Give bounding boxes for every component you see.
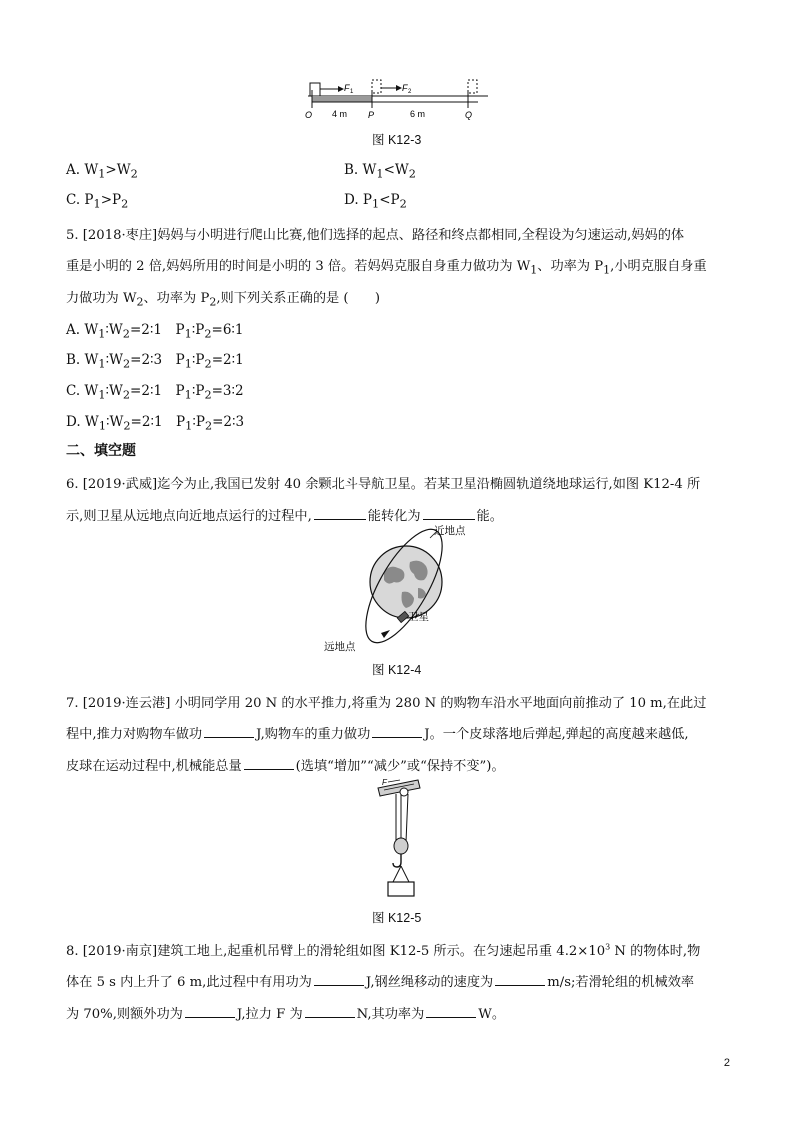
figure-k12-5-caption: 图 K12-5	[372, 911, 422, 925]
q5-stem-line3: 力做功为 $W_2$、功率为 $P_2$,则下列关系正确的是 ( )	[66, 291, 381, 309]
q6-stem-line2: 示,则卫星从远地点向近地点运行的过程中, 能转化为 能。	[66, 509, 503, 524]
q5-option-c[interactable]: C. $W_1∶W_2=2∶1$ $P_1∶P_2=3∶2$	[66, 383, 244, 402]
figure-k12-4	[318, 522, 478, 656]
q5-stem-line1: 5. [2018·枣庄]妈妈与小明进行爬山比赛,他们选择的起点、路径和终点都相同,全程设为匀速运动,妈妈的体	[66, 228, 685, 243]
q5-option-b[interactable]: B. $W_1∶W_2=2∶3$ $P_1∶P_2=2∶1$	[66, 352, 244, 371]
q8-stem-line3: 为 70%,则额外功为 J,拉力 F 为 N,其功率为 W。	[66, 1007, 506, 1022]
q7-blank-3[interactable]	[244, 757, 294, 770]
q5-stem-line2: 重是小明的 2 倍,妈妈所用的时间是小明的 3 倍。若妈妈克服自身重力做功为 $W_1$、功率为 $P_1$,小明克服自身重	[66, 259, 707, 277]
label-4m: 4 m	[332, 109, 348, 119]
q4-option-c[interactable]: C. $P_1>P_2$	[66, 192, 129, 211]
q4-option-d[interactable]: D. $P_1<P_2$	[344, 192, 407, 211]
f1-label: F	[344, 83, 350, 93]
page-number: 2	[723, 1057, 730, 1069]
figure-k12-3-caption: 图 K12-3	[372, 133, 422, 147]
f2-label: F	[402, 83, 408, 93]
label-6m: 6 m	[410, 109, 426, 119]
q8-blank-5[interactable]	[426, 1005, 476, 1018]
figure-k12-4-caption: 图 K12-4	[372, 663, 422, 677]
q7-blank-2[interactable]	[372, 725, 422, 738]
q8-blank-3[interactable]	[185, 1005, 235, 1018]
q8-stem-line1: 8. [2019·南京]建筑工地上,起重机吊臂上的滑轮组如图 K12-5 所示。在匀速起吊重 $4.2\times 10^3$ N 的物体时,物	[66, 942, 701, 959]
block-at-q	[468, 80, 477, 93]
section-fill-in-blanks: 二、填空题	[66, 443, 136, 459]
figure-k12-5	[374, 778, 428, 900]
force-f-label: F	[382, 778, 387, 787]
q8-blank-4[interactable]	[305, 1005, 355, 1018]
f1-sub: 1	[350, 89, 354, 95]
q7-blank-1[interactable]	[204, 725, 254, 738]
movable-pulley-icon	[394, 838, 408, 854]
apogee-label: 远地点	[324, 641, 356, 653]
satellite-label: 卫星	[408, 611, 429, 623]
hook-icon	[393, 854, 401, 867]
q6-stem-line1: 6. [2019·武威]迄今为止,我国已发射 40 余颗北斗导航卫星。若某卫星沿椭圆轨道绕地球运行,如图 K12-4 所	[66, 477, 701, 492]
q8-stem-line2: 体在 5 s 内上升了 6 m,此过程中有用功为 J,钢丝绳移动的速度为 m/s;若滑轮组的机械效率	[66, 975, 695, 990]
q6-blank-2[interactable]	[423, 507, 475, 520]
q6-blank-1[interactable]	[314, 507, 366, 520]
q5-option-a[interactable]: A. $W_1∶W_2=2∶1$ $P_1∶P_2=6∶1$	[66, 322, 244, 341]
block-at-p	[372, 80, 381, 93]
q4-option-a[interactable]: A. $W_1>W_2$	[66, 162, 138, 181]
load-box	[388, 882, 414, 896]
rough-segment	[312, 96, 372, 102]
q5-option-d[interactable]: D. $W_1∶W_2=2∶1$ $P_1∶P_2=2∶3$	[66, 414, 245, 433]
label-p: P	[368, 110, 375, 120]
q7-stem-line2: 程中,推力对购物车做功 J,购物车的重力做功 J。一个皮球落地后弹起,弹起的高度越来越低,	[66, 727, 689, 742]
q7-stem-line1: 7. [2019·连云港] 小明同学用 20 N 的水平推力,将重为 280 N 的购物车沿水平地面向前推动了 10 m,在此过	[66, 696, 707, 711]
perigee-label: 近地点	[434, 525, 466, 537]
f2-sub: 2	[408, 89, 412, 95]
label-q: Q	[465, 110, 473, 120]
q8-blank-2[interactable]	[495, 973, 545, 986]
q7-stem-line3: 皮球在运动过程中,机械能总量 (选填“增加”“减少”或“保持不变”)。	[66, 759, 505, 774]
figure-k12-3	[300, 72, 500, 124]
label-o: O	[305, 110, 313, 120]
q4-option-b[interactable]: B. $W_1<W_2$	[344, 162, 416, 181]
q8-blank-1[interactable]	[314, 973, 364, 986]
